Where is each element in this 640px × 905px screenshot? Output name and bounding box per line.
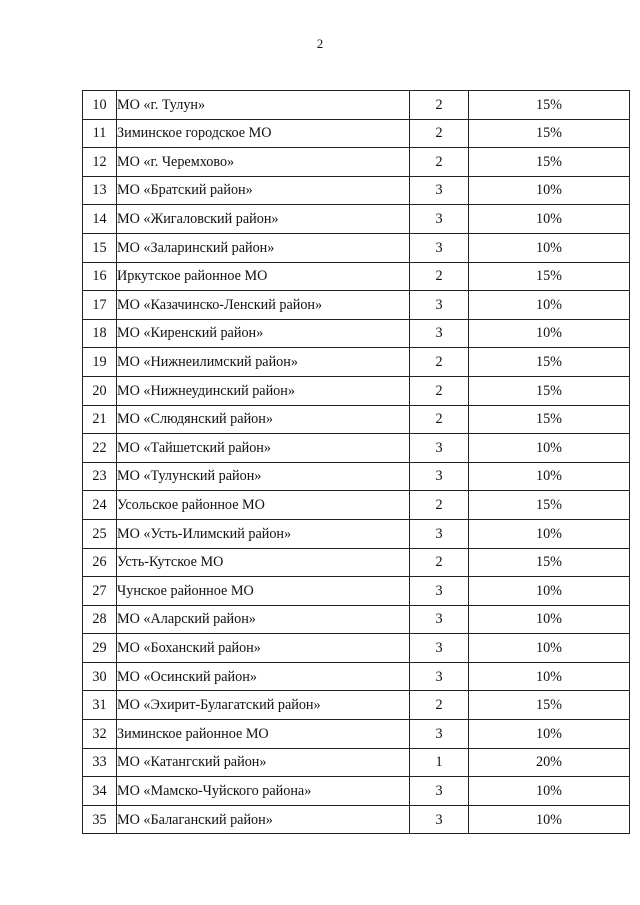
percent-cell: 20% [469, 748, 630, 777]
row-number-cell: 31 [83, 691, 117, 720]
percent-cell: 10% [469, 662, 630, 691]
group-cell: 3 [410, 462, 469, 491]
table-row [83, 176, 630, 205]
group-cell: 2 [410, 405, 469, 434]
group-cell: 3 [410, 176, 469, 205]
group-cell: 3 [410, 291, 469, 320]
municipality-name-cell: МО «Балаганский район» [117, 805, 410, 834]
row-number-cell: 15 [83, 233, 117, 262]
group-cell: 2 [410, 119, 469, 148]
table-row [83, 491, 630, 520]
percent-cell: 10% [469, 777, 630, 806]
table-row [83, 91, 630, 120]
table-row [83, 662, 630, 691]
municipality-name-cell: Иркутское районное МО [117, 262, 410, 291]
table-row [83, 148, 630, 177]
row-number-cell: 11 [83, 119, 117, 148]
municipality-name-cell: Зиминское городское МО [117, 119, 410, 148]
row-number-cell: 18 [83, 319, 117, 348]
percent-cell: 15% [469, 148, 630, 177]
municipality-name-cell: МО «г. Тулун» [117, 91, 410, 120]
percent-cell: 15% [469, 691, 630, 720]
percent-cell: 15% [469, 119, 630, 148]
table-row [83, 205, 630, 234]
table-row [83, 233, 630, 262]
percent-cell: 15% [469, 491, 630, 520]
row-number-cell: 34 [83, 777, 117, 806]
percent-cell: 10% [469, 720, 630, 749]
municipality-name-cell: Усть-Кутское МО [117, 548, 410, 577]
group-cell: 3 [410, 434, 469, 463]
percent-cell: 15% [469, 548, 630, 577]
percent-cell: 15% [469, 348, 630, 377]
table-row [83, 634, 630, 663]
row-number-cell: 24 [83, 491, 117, 520]
municipality-name-cell: МО «Нижнеилимский район» [117, 348, 410, 377]
row-number-cell: 22 [83, 434, 117, 463]
percent-cell: 10% [469, 605, 630, 634]
row-number-cell: 16 [83, 262, 117, 291]
municipality-name-cell: МО «Киренский район» [117, 319, 410, 348]
table-row [83, 119, 630, 148]
municipality-name-cell: МО «Усть-Илимский район» [117, 519, 410, 548]
group-cell: 2 [410, 91, 469, 120]
row-number-cell: 25 [83, 519, 117, 548]
table-row [83, 805, 630, 834]
municipality-name-cell: Зиминское районное МО [117, 720, 410, 749]
group-cell: 3 [410, 577, 469, 606]
group-cell: 3 [410, 720, 469, 749]
group-cell: 2 [410, 491, 469, 520]
row-number-cell: 26 [83, 548, 117, 577]
table-row [83, 548, 630, 577]
group-cell: 3 [410, 662, 469, 691]
table-body [83, 91, 630, 834]
row-number-cell: 29 [83, 634, 117, 663]
row-number-cell: 10 [83, 91, 117, 120]
municipality-name-cell: МО «Тайшетский район» [117, 434, 410, 463]
page-number: 2 [316, 36, 324, 51]
table-row [83, 691, 630, 720]
percent-cell: 10% [469, 805, 630, 834]
table-row [83, 519, 630, 548]
table-row [83, 348, 630, 377]
table-row [83, 748, 630, 777]
percent-cell: 10% [469, 462, 630, 491]
row-number-cell: 13 [83, 176, 117, 205]
group-cell: 3 [410, 805, 469, 834]
group-cell: 1 [410, 748, 469, 777]
row-number-cell: 17 [83, 291, 117, 320]
group-cell: 2 [410, 348, 469, 377]
table-row [83, 319, 630, 348]
group-cell: 2 [410, 691, 469, 720]
row-number-cell: 20 [83, 376, 117, 405]
row-number-cell: 23 [83, 462, 117, 491]
percent-cell: 10% [469, 519, 630, 548]
group-cell: 2 [410, 548, 469, 577]
table-row [83, 376, 630, 405]
row-number-cell: 21 [83, 405, 117, 434]
group-cell: 2 [410, 262, 469, 291]
group-cell: 3 [410, 319, 469, 348]
table-row [83, 577, 630, 606]
group-cell: 3 [410, 205, 469, 234]
municipality-name-cell: МО «Боханский район» [117, 634, 410, 663]
municipality-name-cell: МО «Катангский район» [117, 748, 410, 777]
row-number-cell: 14 [83, 205, 117, 234]
percent-cell: 10% [469, 319, 630, 348]
municipality-name-cell: МО «г. Черемхово» [117, 148, 410, 177]
row-number-cell: 28 [83, 605, 117, 634]
percent-cell: 10% [469, 434, 630, 463]
table-row [83, 720, 630, 749]
group-cell: 2 [410, 376, 469, 405]
municipality-name-cell: МО «Эхирит-Булагатский район» [117, 691, 410, 720]
row-number-cell: 19 [83, 348, 117, 377]
group-cell: 3 [410, 634, 469, 663]
percent-cell: 10% [469, 577, 630, 606]
row-number-cell: 27 [83, 577, 117, 606]
percent-cell: 15% [469, 91, 630, 120]
table-row [83, 405, 630, 434]
table-row [83, 291, 630, 320]
municipality-name-cell: МО «Братский район» [117, 176, 410, 205]
municipality-name-cell: Чунское районное МО [117, 577, 410, 606]
percent-cell: 15% [469, 376, 630, 405]
group-cell: 3 [410, 777, 469, 806]
group-cell: 3 [410, 605, 469, 634]
percent-cell: 10% [469, 634, 630, 663]
municipality-name-cell: МО «Заларинский район» [117, 233, 410, 262]
table-row [83, 462, 630, 491]
municipality-name-cell: МО «Осинский район» [117, 662, 410, 691]
row-number-cell: 12 [83, 148, 117, 177]
municipality-name-cell: МО «Мамско-Чуйского района» [117, 777, 410, 806]
row-number-cell: 33 [83, 748, 117, 777]
percent-cell: 10% [469, 205, 630, 234]
table-row [83, 262, 630, 291]
municipality-name-cell: Усольское районное МО [117, 491, 410, 520]
municipality-name-cell: МО «Жигаловский район» [117, 205, 410, 234]
table-row [83, 605, 630, 634]
group-cell: 3 [410, 233, 469, 262]
row-number-cell: 30 [83, 662, 117, 691]
table-row [83, 434, 630, 463]
municipality-name-cell: МО «Слюдянский район» [117, 405, 410, 434]
municipality-name-cell: МО «Аларский район» [117, 605, 410, 634]
percent-cell: 15% [469, 405, 630, 434]
table-row [83, 777, 630, 806]
percent-cell: 10% [469, 233, 630, 262]
municipality-name-cell: МО «Тулунский район» [117, 462, 410, 491]
percent-cell: 10% [469, 176, 630, 205]
percent-cell: 10% [469, 291, 630, 320]
municipality-name-cell: МО «Казачинско-Ленский район» [117, 291, 410, 320]
row-number-cell: 32 [83, 720, 117, 749]
municipality-name-cell: МО «Нижнеудинский район» [117, 376, 410, 405]
group-cell: 3 [410, 519, 469, 548]
group-cell: 2 [410, 148, 469, 177]
percent-cell: 15% [469, 262, 630, 291]
row-number-cell: 35 [83, 805, 117, 834]
municipalities-table [82, 90, 630, 834]
